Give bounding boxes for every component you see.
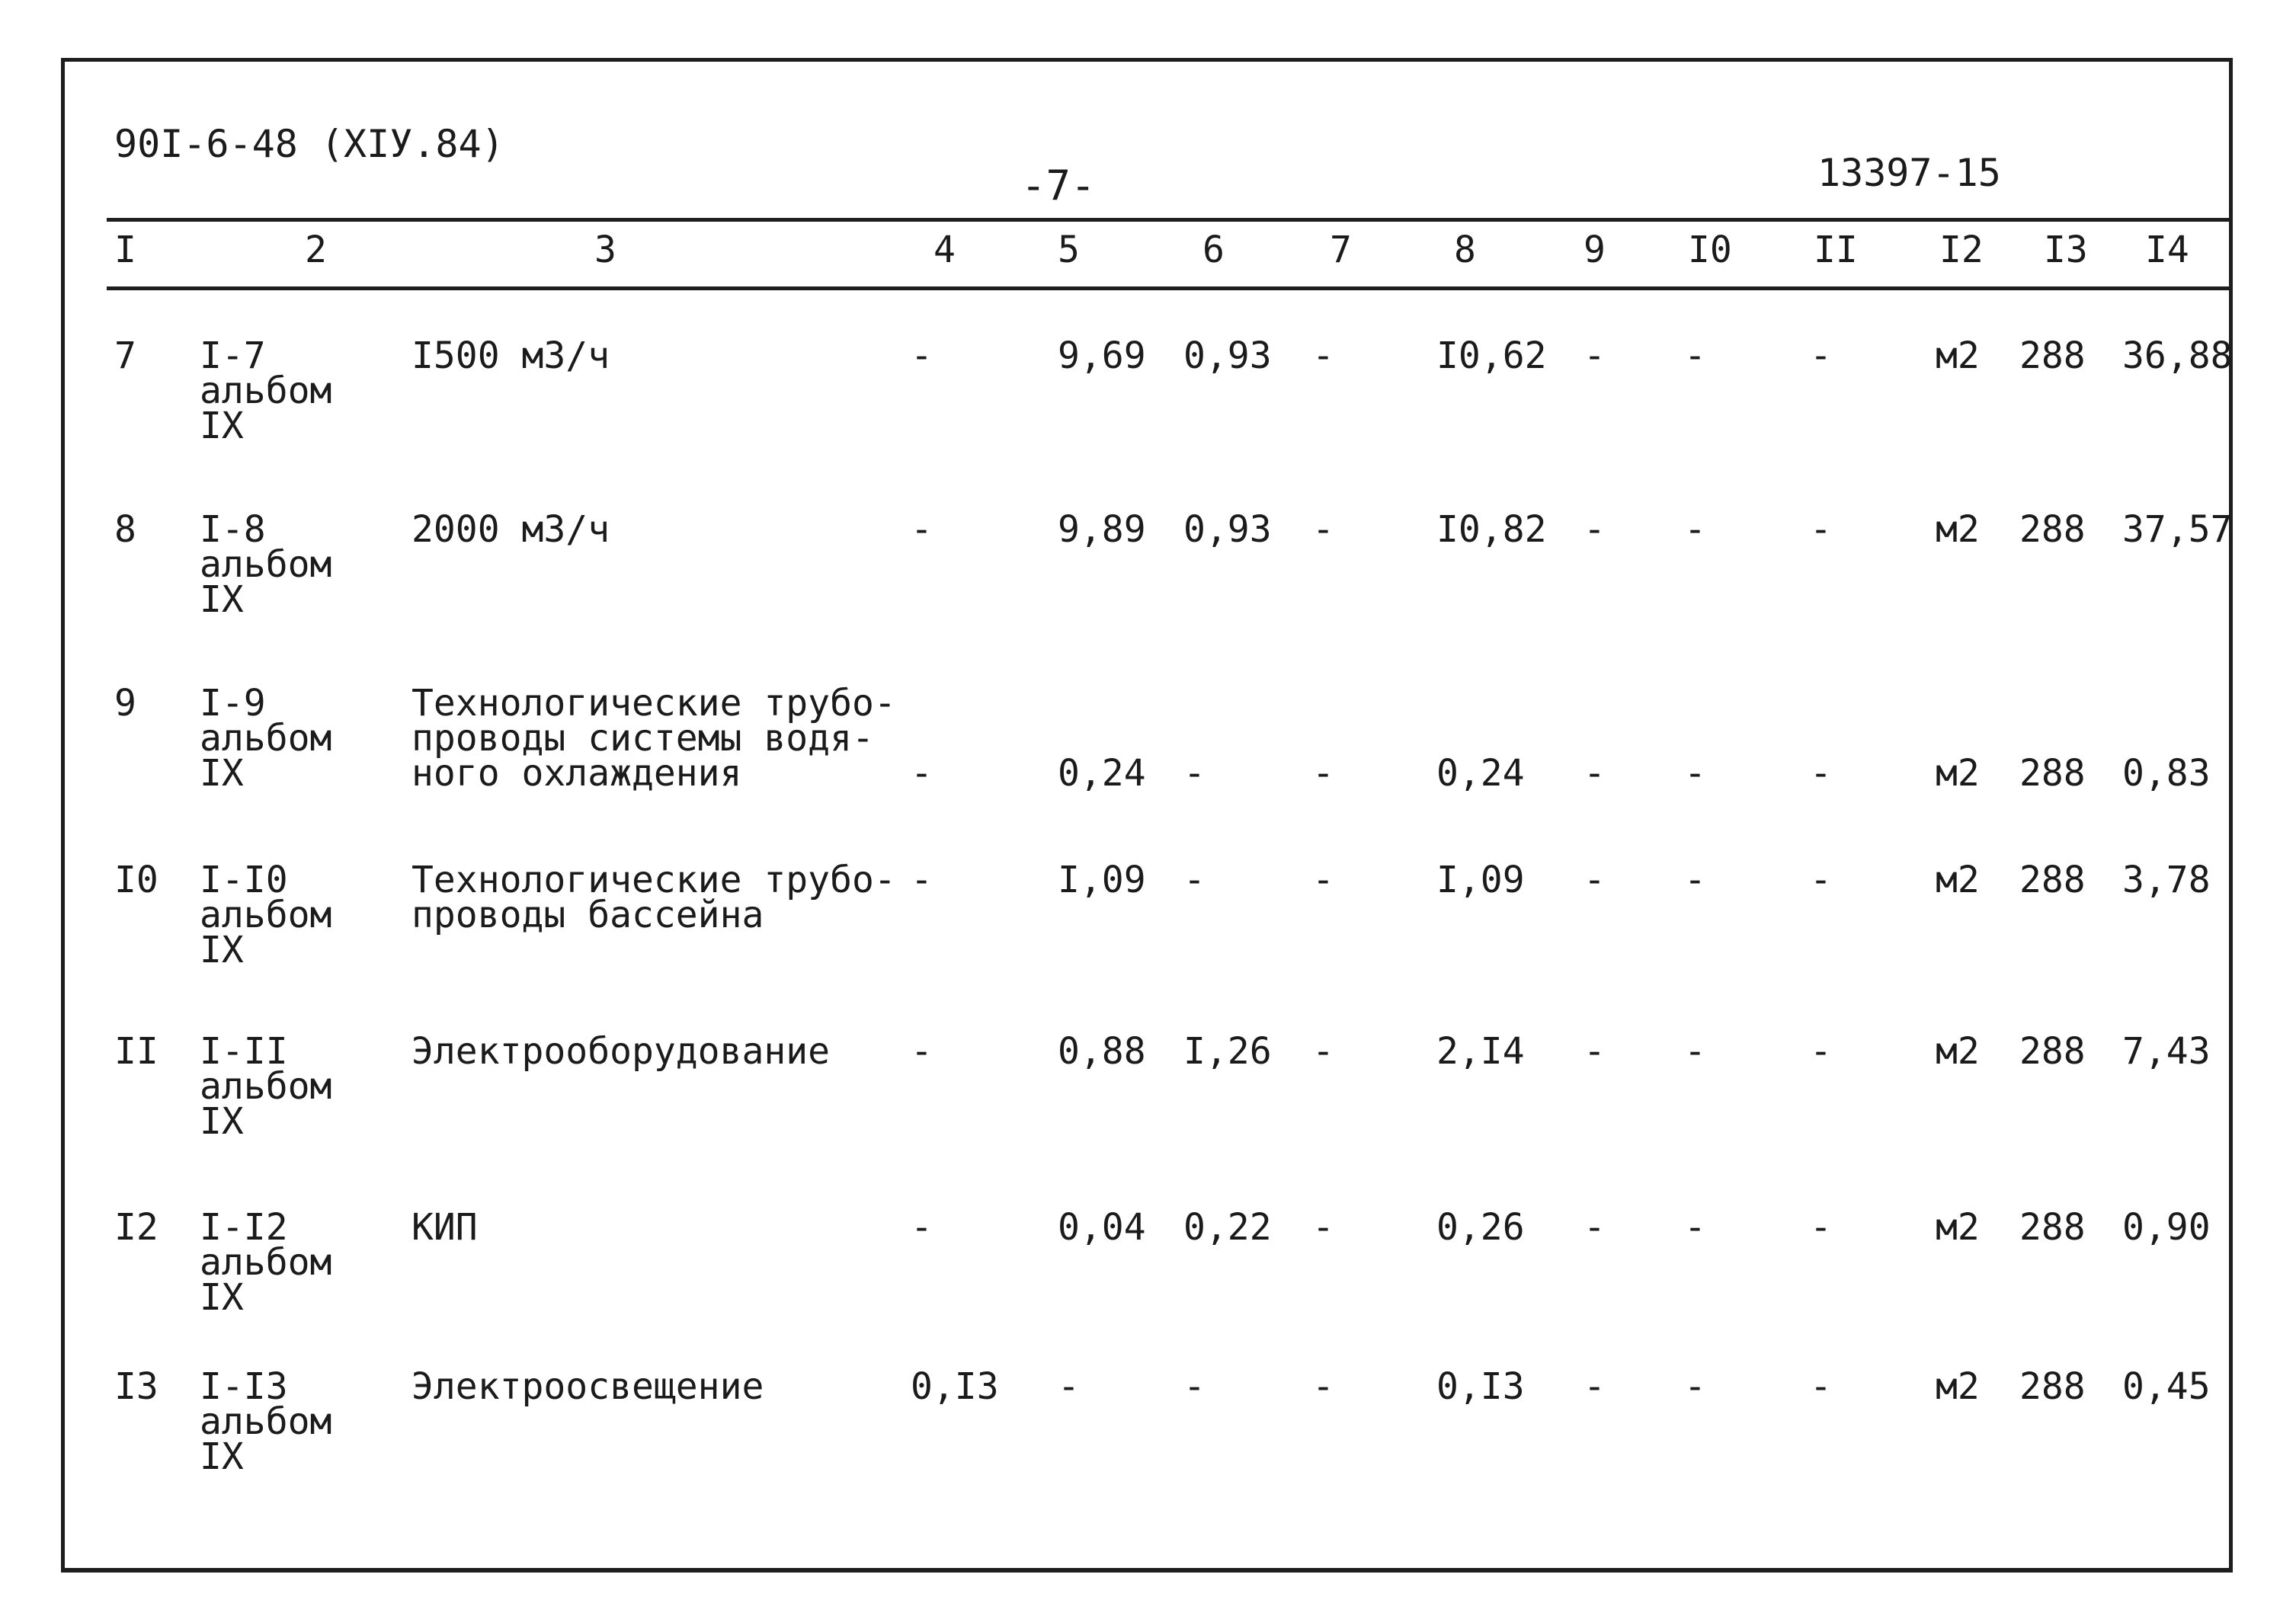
table-cell-r1-c14: 36,88 [2122, 334, 2233, 377]
column-header-1: I [114, 229, 136, 271]
table-cell-r3-c3: Технологические трубо- проводы системы водя- ного охлаждения [411, 682, 896, 795]
table-cell-r5-c8: 2,I4 [1436, 1030, 1525, 1073]
table-cell-r7-c14: 0,45 [2122, 1365, 2211, 1408]
column-header-5: 5 [1058, 229, 1080, 271]
table-cell-r1-c10: - [1684, 334, 1706, 377]
table-cell-r3-c10: - [1684, 752, 1706, 795]
table-cell-r6-c13: 288 [2019, 1206, 2086, 1249]
table-cell-r7-c5: - [1058, 1365, 1080, 1408]
table-cell-r2-c12: м2 [1936, 508, 1980, 551]
table-cell-r7-c9: - [1584, 1365, 1606, 1408]
table-header-rule [107, 286, 2233, 290]
table-cell-r2-c1: 8 [114, 508, 136, 551]
table-cell-r2-c10: - [1684, 508, 1706, 551]
table-cell-r6-c6: 0,22 [1183, 1206, 1272, 1249]
table-cell-r2-c4: - [911, 508, 933, 551]
table-cell-r4-c10: - [1684, 859, 1706, 901]
table-cell-r4-c5: I,09 [1058, 859, 1146, 901]
table-cell-r4-c6: - [1183, 859, 1206, 901]
table-cell-r5-c9: - [1584, 1030, 1606, 1073]
table-cell-r3-c4: - [911, 752, 933, 795]
table-cell-r5-c7: - [1312, 1030, 1334, 1073]
table-cell-r2-c11: - [1810, 508, 1832, 551]
table-cell-r2-c3: 2000 м3/ч [411, 508, 610, 551]
table-cell-r6-c4: - [911, 1206, 933, 1249]
table-cell-r5-c14: 7,43 [2122, 1030, 2211, 1073]
table-cell-r1-c9: - [1584, 334, 1606, 377]
table-cell-r1-c8: I0,62 [1436, 334, 1547, 377]
table-cell-r3-c13: 288 [2019, 752, 2086, 795]
column-header-9: 9 [1584, 229, 1606, 271]
table-cell-r5-c13: 288 [2019, 1030, 2086, 1073]
table-cell-r3-c11: - [1810, 752, 1832, 795]
table-cell-r6-c3: КИП [411, 1206, 478, 1249]
table-cell-r2-c6: 0,93 [1183, 508, 1272, 551]
table-cell-r3-c12: м2 [1936, 752, 1980, 795]
table-cell-r5-c6: I,26 [1183, 1030, 1272, 1073]
table-cell-r6-c7: - [1312, 1206, 1334, 1249]
table-cell-r1-c3: I500 м3/ч [411, 334, 610, 377]
table-cell-r3-c5: 0,24 [1058, 752, 1146, 795]
table-cell-r3-c6: - [1183, 752, 1206, 795]
table-cell-r4-c14: 3,78 [2122, 859, 2211, 901]
table-cell-r4-c3: Технологические трубо- проводы бассейна [411, 859, 896, 936]
table-cell-r7-c2: I-I3 альбом IX [200, 1365, 332, 1478]
table-cell-r7-c11: - [1810, 1365, 1832, 1408]
table-cell-r5-c10: - [1684, 1030, 1706, 1073]
table-cell-r4-c11: - [1810, 859, 1832, 901]
table-cell-r7-c7: - [1312, 1365, 1334, 1408]
column-header-10: I0 [1688, 229, 1732, 271]
table-cell-r3-c2: I-9 альбом IX [200, 682, 332, 795]
table-cell-r2-c13: 288 [2019, 508, 2086, 551]
column-header-8: 8 [1454, 229, 1476, 271]
column-header-11: II [1814, 229, 1858, 271]
table-cell-r7-c13: 288 [2019, 1365, 2086, 1408]
table-cell-r6-c8: 0,26 [1436, 1206, 1525, 1249]
sheet-code: 13397-15 [1817, 151, 2001, 195]
table-cell-r4-c9: - [1584, 859, 1606, 901]
table-cell-r1-c11: - [1810, 334, 1832, 377]
table-cell-r1-c1: 7 [114, 334, 136, 377]
column-header-6: 6 [1202, 229, 1225, 271]
table-top-rule [107, 218, 2233, 222]
table-cell-r4-c2: I-I0 альбом IX [200, 859, 332, 971]
table-cell-r1-c13: 288 [2019, 334, 2086, 377]
table-cell-r5-c11: - [1810, 1030, 1832, 1073]
table-cell-r7-c12: м2 [1936, 1365, 1980, 1408]
table-cell-r7-c8: 0,I3 [1436, 1365, 1525, 1408]
table-cell-r5-c5: 0,88 [1058, 1030, 1146, 1073]
table-cell-r4-c13: 288 [2019, 859, 2086, 901]
table-cell-r2-c5: 9,89 [1058, 508, 1146, 551]
table-cell-r6-c11: - [1810, 1206, 1832, 1249]
column-header-4: 4 [933, 229, 956, 271]
table-cell-r4-c1: I0 [114, 859, 159, 901]
column-header-14: I4 [2145, 229, 2189, 271]
page-number: -7- [1021, 162, 1096, 210]
table-cell-r2-c7: - [1312, 508, 1334, 551]
table-cell-r6-c14: 0,90 [2122, 1206, 2211, 1249]
table-cell-r3-c1: 9 [114, 682, 136, 725]
table-cell-r2-c9: - [1584, 508, 1606, 551]
table-cell-r1-c12: м2 [1936, 334, 1980, 377]
column-header-2: 2 [305, 229, 327, 271]
column-header-3: 3 [594, 229, 616, 271]
table-cell-r1-c2: I-7 альбом IX [200, 334, 332, 447]
table-cell-r3-c8: 0,24 [1436, 752, 1525, 795]
table-cell-r1-c4: - [911, 334, 933, 377]
table-cell-r5-c4: - [911, 1030, 933, 1073]
table-cell-r7-c4: 0,I3 [911, 1365, 999, 1408]
table-cell-r2-c14: 37,57 [2122, 508, 2233, 551]
column-header-12: I2 [1939, 229, 1984, 271]
table-cell-r7-c3: Электроосвещение [411, 1365, 764, 1408]
page-frame [61, 58, 2233, 1573]
table-cell-r6-c9: - [1584, 1206, 1606, 1249]
table-cell-r4-c4: - [911, 859, 933, 901]
table-cell-r3-c14: 0,83 [2122, 752, 2211, 795]
table-cell-r6-c10: - [1684, 1206, 1706, 1249]
document-code: 90I-6-48 (XIУ.84) [114, 122, 504, 166]
table-cell-r6-c2: I-I2 альбом IX [200, 1206, 332, 1319]
table-cell-r4-c8: I,09 [1436, 859, 1525, 901]
column-header-13: I3 [2044, 229, 2088, 271]
table-cell-r7-c6: - [1183, 1365, 1206, 1408]
column-header-7: 7 [1330, 229, 1352, 271]
table-cell-r1-c6: 0,93 [1183, 334, 1272, 377]
table-cell-r5-c3: Электрооборудование [411, 1030, 831, 1073]
table-cell-r5-c1: II [114, 1030, 159, 1073]
table-cell-r4-c12: м2 [1936, 859, 1980, 901]
table-cell-r1-c7: - [1312, 334, 1334, 377]
table-cell-r2-c8: I0,82 [1436, 508, 1547, 551]
table-cell-r6-c12: м2 [1936, 1206, 1980, 1249]
table-cell-r5-c12: м2 [1936, 1030, 1980, 1073]
table-cell-r1-c5: 9,69 [1058, 334, 1146, 377]
table-cell-r7-c10: - [1684, 1365, 1706, 1408]
table-cell-r3-c9: - [1584, 752, 1606, 795]
table-cell-r6-c1: I2 [114, 1206, 159, 1249]
table-cell-r7-c1: I3 [114, 1365, 159, 1408]
table-cell-r6-c5: 0,04 [1058, 1206, 1146, 1249]
table-cell-r5-c2: I-II альбом IX [200, 1030, 332, 1143]
table-cell-r2-c2: I-8 альбом IX [200, 508, 332, 621]
table-cell-r3-c7: - [1312, 752, 1334, 795]
table-cell-r4-c7: - [1312, 859, 1334, 901]
